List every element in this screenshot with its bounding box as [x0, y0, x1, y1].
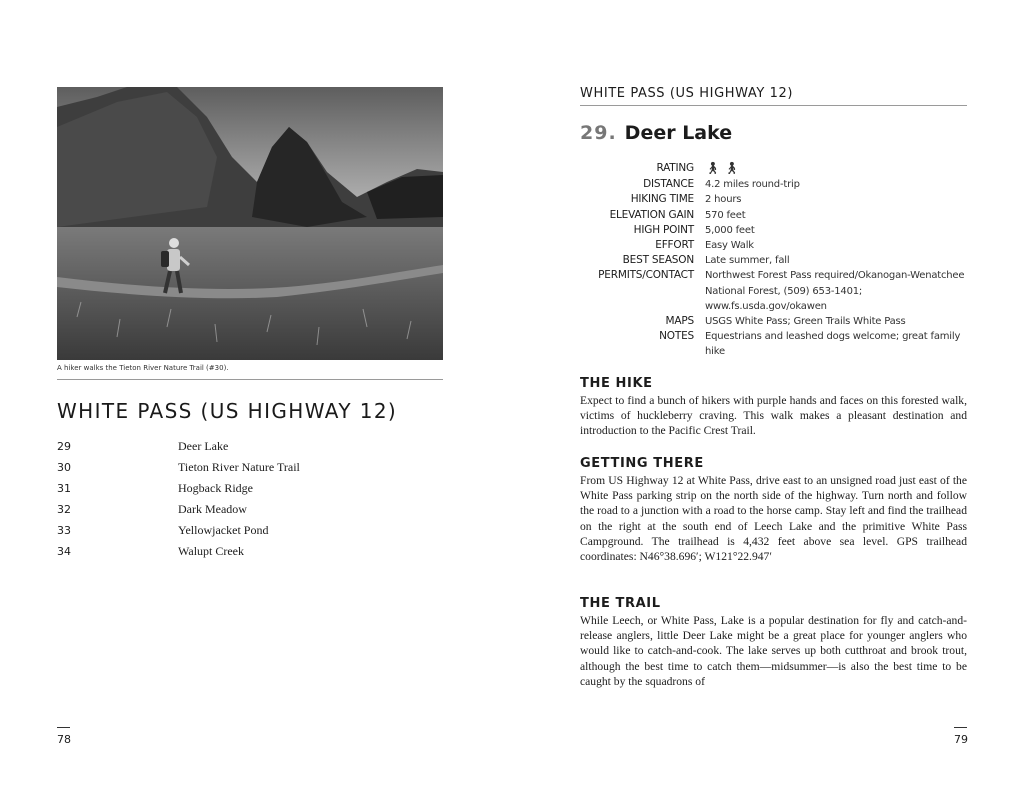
toc-hike-name: Dark Meadow — [178, 502, 247, 516]
stat-maps — [580, 314, 972, 329]
stat-rating — [580, 161, 972, 177]
stat-value: 570 feet — [705, 209, 746, 221]
stat-notes — [580, 329, 972, 359]
toc-hike-name: Deer Lake — [178, 439, 229, 453]
left-divider — [57, 379, 443, 380]
right-divider — [580, 105, 967, 106]
hike-table-of-contents — [57, 437, 443, 563]
stat-label: DISTANCE — [643, 178, 694, 191]
stat-elevation-gain — [580, 208, 972, 223]
stat-value: Equestrians and leashed dogs welcome; great family hike — [705, 331, 961, 358]
hike-title — [580, 122, 732, 144]
stat-high-point — [580, 223, 972, 238]
running-head: WHITE PASS (US HIGHWAY 12) — [580, 86, 794, 101]
toc-row — [57, 458, 443, 479]
toc-number: 32 — [57, 503, 71, 516]
page-number-rule — [954, 727, 967, 728]
page-number-rule — [57, 727, 70, 728]
stat-best-season — [580, 253, 972, 268]
stat-label: NOTES — [659, 330, 694, 343]
stat-value: Easy Walk — [705, 240, 754, 252]
stat-value: Late summer, fall — [705, 255, 790, 267]
getting-there-heading: GETTING THERE — [580, 456, 704, 471]
stat-label: EFFORT — [655, 239, 694, 252]
stat-label: BEST SEASON — [622, 254, 694, 267]
stat-effort — [580, 238, 972, 253]
stat-value: USGS White Pass; Green Trails White Pass — [705, 316, 906, 328]
getting-there-text: From US Highway 12 at White Pass, drive east to an unsigned road just east of the White Pass parking strip on the north side of the highway. Turn north and follow the road to a junction with a road to the horse camp. Stay left and find the trailhead on the right at the south end of Leech Lake and the primitive White Pass Campground. The trailhead is 4,432 feet above sea level. GPS trailhead coordinates: N46°38.696′; W121°22.947′ — [580, 474, 967, 564]
toc-row — [57, 479, 443, 500]
the-hike-heading: THE HIKE — [580, 376, 653, 391]
page-number-left: 78 — [57, 733, 71, 746]
stat-value: 2 hours — [705, 194, 742, 206]
stat-distance — [580, 177, 972, 192]
toc-number: 34 — [57, 545, 71, 558]
the-trail-text: While Leech, or White Pass, Lake is a popular destination for fly and catch-and-release anglers, little Deer Lake might be a great place for younger anglers who would like to catch-and-cook. The lake serves up both cutthroat and brook trout, although the best time to catch them—midsummer—is also the best time to be caught by the squadrons of — [580, 614, 967, 688]
toc-hike-name: Yellowjacket Pond — [178, 523, 269, 537]
hiker-icon: 🚶︎ — [705, 161, 721, 175]
hike-number: 29. — [580, 122, 617, 144]
stat-label: ELEVATION GAIN — [609, 208, 694, 221]
stat-label: HIGH POINT — [633, 223, 694, 236]
hiker-icon: 🚶︎ — [724, 161, 740, 175]
toc-hike-name: Hogback Ridge — [178, 481, 253, 495]
stat-label: RATING — [656, 162, 694, 174]
hike-name: Deer Lake — [624, 122, 733, 144]
toc-hike-name: Tieton River Nature Trail — [178, 460, 300, 474]
rating-value — [705, 161, 972, 177]
toc-number: 33 — [57, 524, 71, 537]
toc-row — [57, 542, 443, 563]
the-hike-text: Expect to find a bunch of hikers with purple hands and faces on this forested walk, victims of huckleberry craving. This walk makes a pleasant destination and introduction to the Pacific Crest Trail. — [580, 394, 967, 438]
stat-label: PERMITS/CONTACT — [598, 269, 694, 282]
toc-hike-name: Walupt Creek — [178, 544, 245, 558]
toc-number: 29 — [57, 440, 71, 453]
stat-value: 4.2 miles round-trip — [705, 179, 800, 191]
stat-label: MAPS — [665, 315, 694, 328]
toc-number: 30 — [57, 461, 71, 474]
hike-stats — [580, 161, 972, 360]
the-trail-heading: THE TRAIL — [580, 596, 661, 611]
stat-value: 5,000 feet — [705, 224, 755, 236]
photo-caption: A hiker walks the Tieton River Nature Trail (#30). — [57, 364, 229, 372]
toc-row — [57, 521, 443, 542]
toc-number: 31 — [57, 482, 71, 495]
toc-row — [57, 500, 443, 521]
stat-permits-contact — [580, 268, 972, 314]
toc-row — [57, 437, 443, 458]
stat-value: Northwest Forest Pass required/Okanogan-Wenatchee National Forest, (509) 653-1401; www.fs.usda.gov/okawen — [705, 270, 965, 312]
hiker-photo — [57, 87, 443, 360]
page-number-right: 79 — [954, 733, 968, 746]
stat-hiking-time — [580, 192, 972, 207]
section-title: WHITE PASS (US HIGHWAY 12) — [57, 399, 398, 423]
stat-label: HIKING TIME — [630, 193, 694, 206]
